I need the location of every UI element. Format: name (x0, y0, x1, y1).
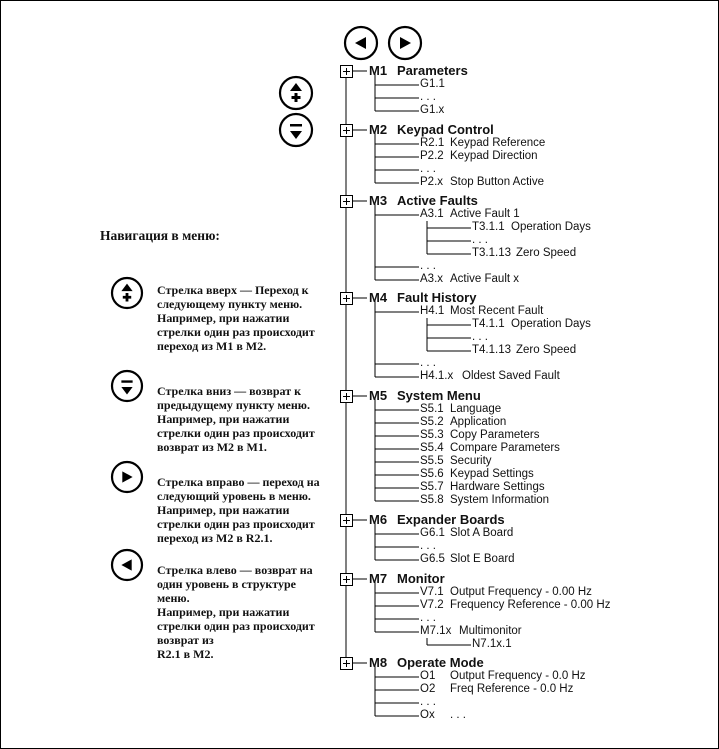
submenu-code: Ox (420, 709, 435, 721)
submenu-label: Oldest Saved Fault (462, 370, 560, 382)
description-line: Стрелка вправо — переход на (157, 475, 320, 489)
submenu-code: S5.6 (420, 468, 444, 480)
description-line: меню. (157, 591, 190, 605)
description-line: переход из M1 в M2. (157, 339, 267, 353)
submenu-code: S5.8 (420, 494, 444, 506)
subitem-code: T4.1.13 (472, 344, 511, 356)
menu-code: M5 (369, 388, 388, 403)
down-arrow-icon[interactable] (278, 112, 314, 148)
submenu-code: V7.2 (420, 599, 444, 611)
submenu-code: P2.2 (420, 150, 444, 162)
subitem-label: Zero Speed (516, 344, 577, 356)
submenu-label: Frequency Reference - 0.00 Hz (450, 599, 611, 611)
description-line: один уровень в структуре (157, 577, 297, 591)
submenu-code: G1.x (420, 104, 445, 116)
description-line: переход из M2 в R2.1. (157, 531, 273, 545)
description-line: следующему пункту меню. (157, 297, 303, 311)
menu-title: System Menu (397, 388, 481, 403)
submenu-label: Compare Parameters (450, 442, 560, 454)
subitem-code: . . . (472, 331, 488, 343)
submenu-code: S5.4 (420, 442, 444, 454)
description-line: Например, при нажатии (157, 311, 290, 325)
menu-code: M1 (369, 63, 388, 78)
submenu-code: . . . (420, 696, 436, 708)
menu-title: Parameters (397, 63, 468, 78)
expand-icon[interactable] (340, 514, 353, 527)
submenu-code: . . . (420, 163, 436, 175)
left-arrow-icon[interactable] (343, 25, 379, 61)
description-line: следующий уровень в меню. (157, 489, 311, 503)
submenu-code: . . . (420, 91, 436, 103)
right-arrow-icon (110, 460, 144, 494)
submenu-label: Keypad Reference (450, 137, 546, 149)
left-arrow-icon (110, 548, 144, 582)
description-line: стрелки один раз происходит (157, 426, 315, 440)
submenu-code: G6.5 (420, 553, 445, 565)
submenu-label: Output Frequency - 0.0 Hz (450, 670, 586, 682)
submenu-code: . . . (420, 357, 436, 369)
description-line: возврат из (157, 633, 214, 647)
submenu-label: Copy Parameters (450, 429, 540, 441)
menu-title: Active Faults (397, 193, 478, 208)
subitem-code: T4.1.1 (472, 318, 505, 330)
description-line: Например, при нажатии (157, 503, 290, 517)
submenu-code: O1 (420, 670, 436, 682)
submenu-label: Application (450, 416, 507, 428)
subitem-code: T3.1.1 (472, 221, 505, 233)
subitem-code: N7.1x.1 (472, 638, 512, 650)
down-arrow-icon (110, 369, 144, 403)
submenu-label: Hardware Settings (450, 481, 545, 493)
expand-icon[interactable] (340, 292, 353, 305)
submenu-label: Most Recent Fault (450, 305, 544, 317)
description-line: Стрелка вверх — Переход к (157, 283, 309, 297)
submenu-code: H4.1 (420, 305, 445, 317)
submenu-code: R2.1 (420, 137, 445, 149)
submenu-code: S5.3 (420, 429, 444, 441)
right-arrow-icon[interactable] (387, 25, 423, 61)
submenu-code: M7.1x (420, 625, 452, 637)
expand-icon[interactable] (340, 573, 353, 586)
submenu-label: Language (450, 403, 502, 415)
submenu-label: Multimonitor (459, 625, 522, 637)
submenu-label: Output Frequency - 0.00 Hz (450, 586, 592, 598)
submenu-code: O2 (420, 683, 436, 695)
expand-icon[interactable] (340, 124, 353, 137)
menu-code: M8 (369, 655, 388, 670)
expand-icon[interactable] (340, 657, 353, 670)
submenu-code: . . . (420, 612, 436, 624)
description-line: стрелки один раз происходит (157, 517, 315, 531)
submenu-label: Keypad Direction (450, 150, 538, 162)
expand-icon[interactable] (340, 65, 353, 78)
description-line: R2.1 в M2. (157, 647, 214, 661)
submenu-label: Slot A Board (450, 527, 514, 539)
subitem-label: Zero Speed (516, 247, 577, 259)
menu-code: M2 (369, 122, 388, 137)
submenu-code: A3.x (420, 273, 444, 285)
submenu-code: H4.1.x (420, 370, 454, 382)
submenu-label: Keypad Settings (450, 468, 534, 480)
subitem-label: Operation Days (511, 318, 591, 330)
menu-code: M6 (369, 512, 388, 527)
submenu-label: System Information (450, 494, 550, 506)
expand-icon[interactable] (340, 195, 353, 208)
submenu-code: A3.1 (420, 208, 444, 220)
subitem-code: T3.1.13 (472, 247, 511, 259)
submenu-code: S5.7 (420, 481, 444, 493)
description-line: Например, при нажатии (157, 605, 290, 619)
menu-code: M3 (369, 193, 388, 208)
description-line: Стрелка вниз — возврат к (157, 384, 302, 398)
submenu-label: Stop Button Active (450, 176, 544, 188)
description-line: стрелки один раз происходит (157, 619, 315, 633)
submenu-code: S5.5 (420, 455, 444, 467)
submenu-label: Freq Reference - 0.0 Hz (450, 683, 574, 695)
menu-code: M7 (369, 571, 388, 586)
submenu-code: G1.1 (420, 78, 445, 90)
submenu-label: Active Fault x (450, 273, 520, 285)
up-arrow-icon[interactable] (278, 75, 314, 111)
navigation-heading: Навигация в меню: (100, 228, 220, 243)
expand-icon[interactable] (340, 390, 353, 403)
submenu-code: V7.1 (420, 586, 444, 598)
menu-title: Expander Boards (397, 512, 505, 527)
subitem-code: . . . (472, 234, 488, 246)
submenu-code: S5.2 (420, 416, 444, 428)
submenu-code: . . . (420, 540, 436, 552)
submenu-code: P2.x (420, 176, 444, 188)
menu-title: Monitor (397, 571, 445, 586)
up-arrow-icon (110, 276, 144, 310)
submenu-code: . . . (420, 260, 436, 272)
menu-code: M4 (369, 290, 388, 305)
submenu-label: Active Fault 1 (450, 208, 520, 220)
submenu-code: S5.1 (420, 403, 444, 415)
menu-title: Operate Mode (397, 655, 484, 670)
submenu-label: Slot E Board (450, 553, 515, 565)
menu-title: Fault History (397, 290, 477, 305)
description-line: стрелки один раз происходит (157, 325, 315, 339)
description-line: Например, при нажатии (157, 412, 290, 426)
submenu-label: Security (450, 455, 492, 467)
description-line: Стрелка влево — возврат на (157, 563, 313, 577)
description-line: возврат из M2 в M1. (157, 440, 267, 454)
submenu-label: . . . (450, 709, 466, 721)
description-line: предыдущему пункту меню. (157, 398, 310, 412)
menu-title: Keypad Control (397, 122, 494, 137)
subitem-label: Operation Days (511, 221, 591, 233)
submenu-code: G6.1 (420, 527, 445, 539)
